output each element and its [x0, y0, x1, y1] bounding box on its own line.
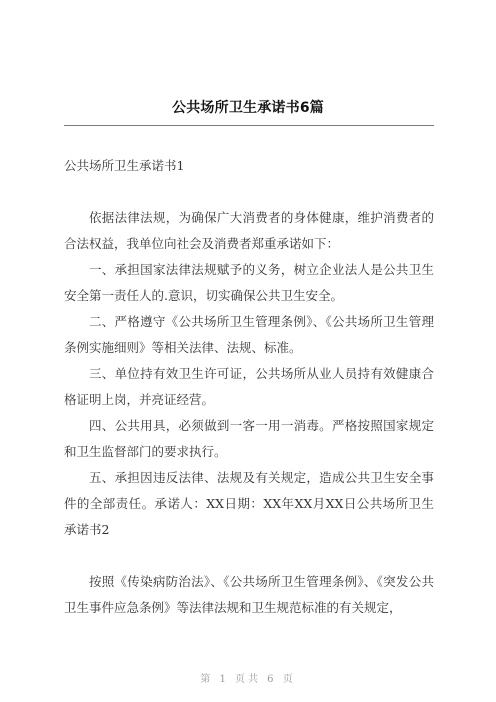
paragraph-item-4: 四、公共用具，必须做到一客一用一消毒。严格按照国家规定和卫生监督部门的要求执行。 [64, 418, 434, 459]
paragraph-item-5: 五、承担因违反法律、法规及有关规定，造成公共卫生安全事件的全部责任。承诺人：XX日期：XX年XX月XX日公共场所卫生承诺书2 [64, 470, 434, 537]
paragraph-intro: 依据法律法规，为确保广大消费者的身体健康，维护消费者的合法权益，我单位向社会及消费者郑重承诺如下： [64, 210, 434, 251]
section-heading: 公共场所卫生承诺书1 [64, 158, 185, 173]
paragraph-item-2: 二、严格遵守《公共场所卫生管理条例》、《公共场所卫生管理条例实施细则》等相关法律、法规、标准。 [64, 314, 434, 355]
paragraph-item-1: 一、承担国家法律法规赋予的义务，树立企业法人是公共卫生安全第一责任人的.意识，切实确保公共卫生安全。 [64, 262, 434, 303]
document-title: 公共场所卫生承诺书6篇 [172, 100, 324, 116]
paragraph-section-2: 按照《传染病防治法》、《公共场所卫生管理条例》、《突发公共卫生事件应急条例》等法律法规和卫生规范标准的有关规定， [64, 574, 434, 615]
title-divider [64, 125, 434, 126]
document-body [64, 153, 434, 621]
page-footer: 第 1 页共 6 页 [200, 674, 296, 685]
paragraph-item-3: 三、单位持有效卫生许可证，公共场所从业人员持有效健康合格证明上岗，并亮证经营。 [64, 366, 434, 407]
